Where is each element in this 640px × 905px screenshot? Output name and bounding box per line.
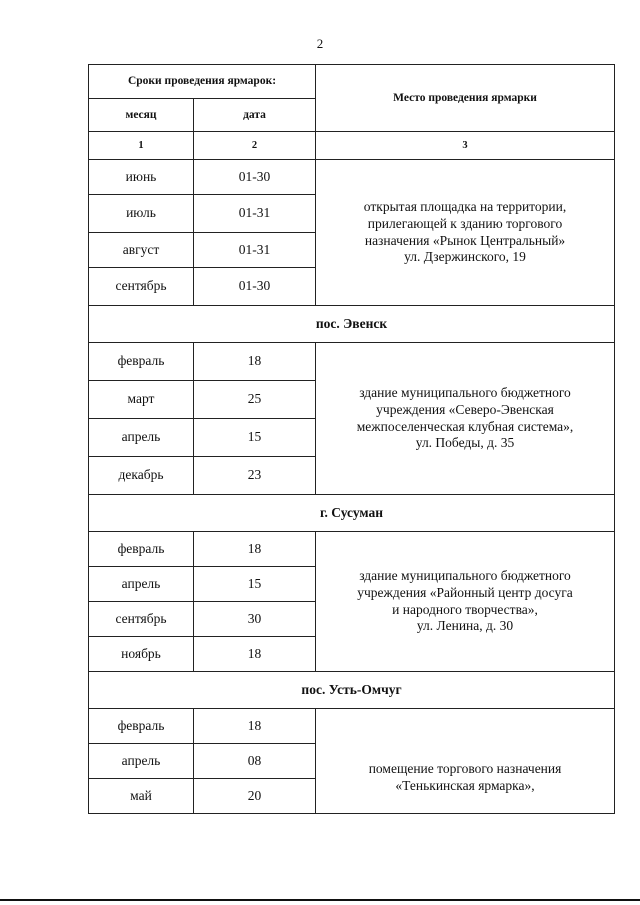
table-row bbox=[89, 532, 615, 567]
place-cell bbox=[316, 709, 615, 814]
date-cell: 18 bbox=[194, 532, 316, 567]
town-heading: пос. Усть-Омчуг bbox=[89, 672, 615, 709]
place-line: помещение торгового назначения bbox=[368, 761, 562, 776]
place-cell bbox=[316, 160, 615, 306]
place-line: и народного творчества», bbox=[392, 601, 538, 617]
date-cell: 30 bbox=[194, 602, 316, 637]
date-cell: 23 bbox=[194, 457, 316, 495]
date-header: дата bbox=[194, 99, 316, 132]
place-line: «Тенькинская ярмарка», bbox=[395, 777, 535, 793]
column-number-2: 2 bbox=[194, 132, 316, 160]
month-cell: сентябрь bbox=[89, 602, 194, 637]
town-row bbox=[89, 495, 615, 532]
dates-group-header: Сроки проведения ярмарок: bbox=[89, 65, 316, 99]
date-cell: 25 bbox=[194, 381, 316, 419]
month-cell: февраль bbox=[89, 709, 194, 744]
month-cell: февраль bbox=[89, 343, 194, 381]
place-line: учреждения «Северо-Эвенская bbox=[376, 401, 554, 417]
place-line: ул. Победы, д. 35 bbox=[415, 435, 515, 451]
header-row bbox=[89, 65, 615, 99]
month-cell: июнь bbox=[89, 160, 194, 195]
place-line: ул. Дзержинского, 19 bbox=[404, 249, 526, 265]
month-cell: февраль bbox=[89, 532, 194, 567]
date-cell: 15 bbox=[194, 419, 316, 457]
town-heading: пос. Эвенск bbox=[89, 306, 615, 343]
column-number-1: 1 bbox=[89, 132, 194, 160]
month-cell: апрель bbox=[89, 419, 194, 457]
column-number-3: 3 bbox=[316, 132, 615, 160]
date-cell: 20 bbox=[194, 779, 316, 814]
place-cell bbox=[316, 532, 615, 672]
place-line bbox=[316, 744, 614, 761]
month-cell: апрель bbox=[89, 744, 194, 779]
place-cell bbox=[316, 343, 615, 495]
town-heading: г. Сусуман bbox=[89, 495, 615, 532]
date-cell: 15 bbox=[194, 567, 316, 602]
month-cell: июль bbox=[89, 195, 194, 233]
scan-edge-line bbox=[0, 899, 640, 901]
place-line bbox=[316, 727, 614, 744]
month-header: месяц bbox=[89, 99, 194, 132]
month-cell: декабрь bbox=[89, 457, 194, 495]
month-cell: август bbox=[89, 233, 194, 268]
table-row bbox=[89, 160, 615, 195]
place-header: Место проведения ярмарки bbox=[316, 65, 615, 132]
column-number-row bbox=[89, 132, 615, 160]
table-row bbox=[89, 343, 615, 381]
town-row bbox=[89, 306, 615, 343]
place-line: назначения «Рынок Центральный» bbox=[364, 232, 566, 248]
place-line: здание муниципального бюджетного bbox=[359, 384, 571, 400]
date-cell: 18 bbox=[194, 709, 316, 744]
table-row bbox=[89, 709, 615, 744]
place-line: здание муниципального бюджетного bbox=[359, 567, 571, 583]
place-line: межпоселенческая клубная система», bbox=[356, 418, 574, 434]
fairs-schedule-table bbox=[88, 64, 615, 814]
date-cell: 01-30 bbox=[194, 268, 316, 306]
month-cell: март bbox=[89, 381, 194, 419]
place-line: прилегающей к зданию торгового bbox=[367, 215, 563, 231]
page-number: 2 bbox=[316, 36, 324, 51]
month-cell: сентябрь bbox=[89, 268, 194, 306]
date-cell: 01-31 bbox=[194, 233, 316, 268]
month-cell: апрель bbox=[89, 567, 194, 602]
place-line: учреждения «Районный центр досуга bbox=[357, 584, 573, 600]
month-cell: май bbox=[89, 779, 194, 814]
date-cell: 01-30 bbox=[194, 160, 316, 195]
town-row bbox=[89, 672, 615, 709]
date-cell: 18 bbox=[194, 637, 316, 672]
place-line: открытая площадка на территории, bbox=[363, 198, 567, 214]
date-cell: 18 bbox=[194, 343, 316, 381]
date-cell: 08 bbox=[194, 744, 316, 779]
month-cell: ноябрь bbox=[89, 637, 194, 672]
place-line: ул. Ленина, д. 30 bbox=[416, 618, 514, 634]
date-cell: 01-31 bbox=[194, 195, 316, 233]
